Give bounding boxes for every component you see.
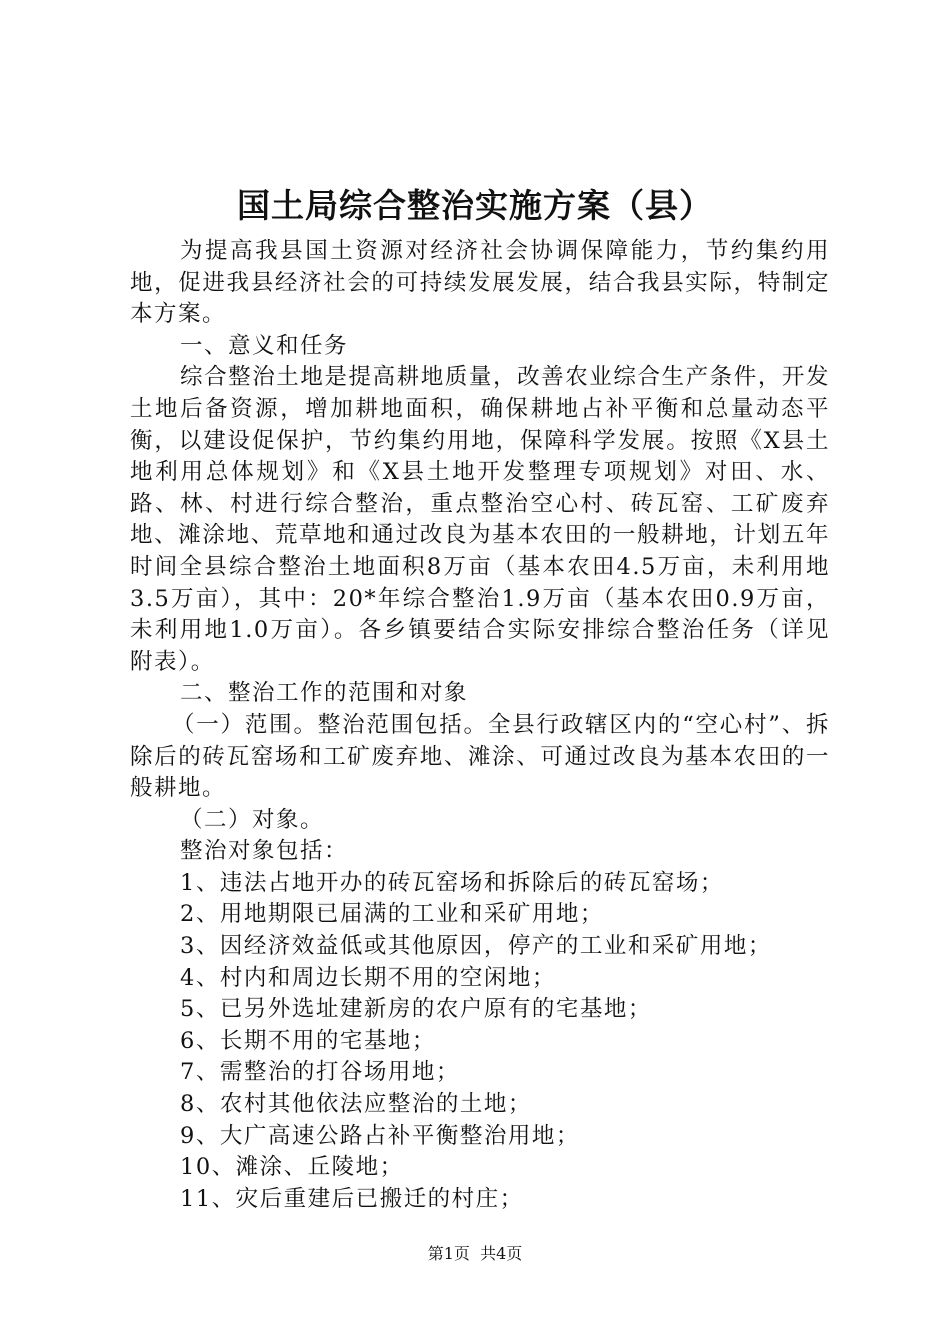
section-1-heading: 一、意义和任务 <box>180 332 349 359</box>
list-item: 3、因经济效益低或其他原因，停产的工业和采矿用地； <box>180 933 772 960</box>
document-title: 国土局综合整治实施方案（县） <box>237 186 713 225</box>
list-item: 11、灾后重建后已搬迁的村庄； <box>180 1185 524 1212</box>
section-2-heading: 二、整治工作的范围和对象 <box>180 680 469 707</box>
list-item: 1、违法占地开办的砖瓦窑场和拆除后的砖瓦窑场； <box>180 869 724 896</box>
list-item: 6、长期不用的宅基地； <box>180 1027 436 1054</box>
document-body <box>130 236 830 1215</box>
object-heading: （二）对象。 <box>180 806 325 833</box>
scope-paragraph: （一）范围。整治范围包括。全县行政辖区内的“空心村”、拆除后的砖瓦窑场和工矿废弃地、滩涂、可通过改良为基本农田的一般耕地。 <box>130 711 830 802</box>
list-item: 2、用地期限已届满的工业和采矿用地； <box>180 901 604 928</box>
page-number: 第1页 共4页 <box>427 1244 523 1263</box>
page-footer <box>0 1244 950 1264</box>
object-intro: 整治对象包括： <box>180 838 349 865</box>
section-1-body: 综合整治土地是提高耕地质量，改善农业综合生产条件，开发土地后备资源，增加耕地面积，确保耕地占补平衡和总量动态平衡，以建设促保护，节约集约用地，保障科学发展。按照《X县土地利用总体规划》和《X县土地开发整理专项规划》对田、水、路、林、村进行综合整治，重点整治空心村、砖瓦窑、工矿废弃地、滩涂地、荒草地和通过改良为基本农田的一般耕地，计划五年时间全县综合整治土地面积8万亩（基本农田4.5万亩，未利用地3.5万亩），其中：20*年综合整治1.9万亩（基本农田0.9万亩，未利用地1.0万亩）。各乡镇要结合实际安排综合整治任务（详见附表）。 <box>130 364 830 675</box>
list-item: 8、农村其他依法应整治的土地； <box>180 1091 532 1118</box>
list-item: 10、滩涂、丘陵地； <box>180 1154 404 1181</box>
list-item: 4、村内和周边长期不用的空闲地； <box>180 964 556 991</box>
list-item: 9、大广高速公路占补平衡整治用地； <box>180 1122 580 1149</box>
list-item: 5、已另外选址建新房的农户原有的宅基地； <box>180 996 652 1023</box>
list-item: 7、需整治的打谷场用地； <box>180 1059 460 1086</box>
intro-paragraph: 为提高我县国土资源对经济社会协调保障能力，节约集约用地，促进我县经济社会的可持续发展发展，结合我县实际，特制定本方案。 <box>130 238 830 328</box>
